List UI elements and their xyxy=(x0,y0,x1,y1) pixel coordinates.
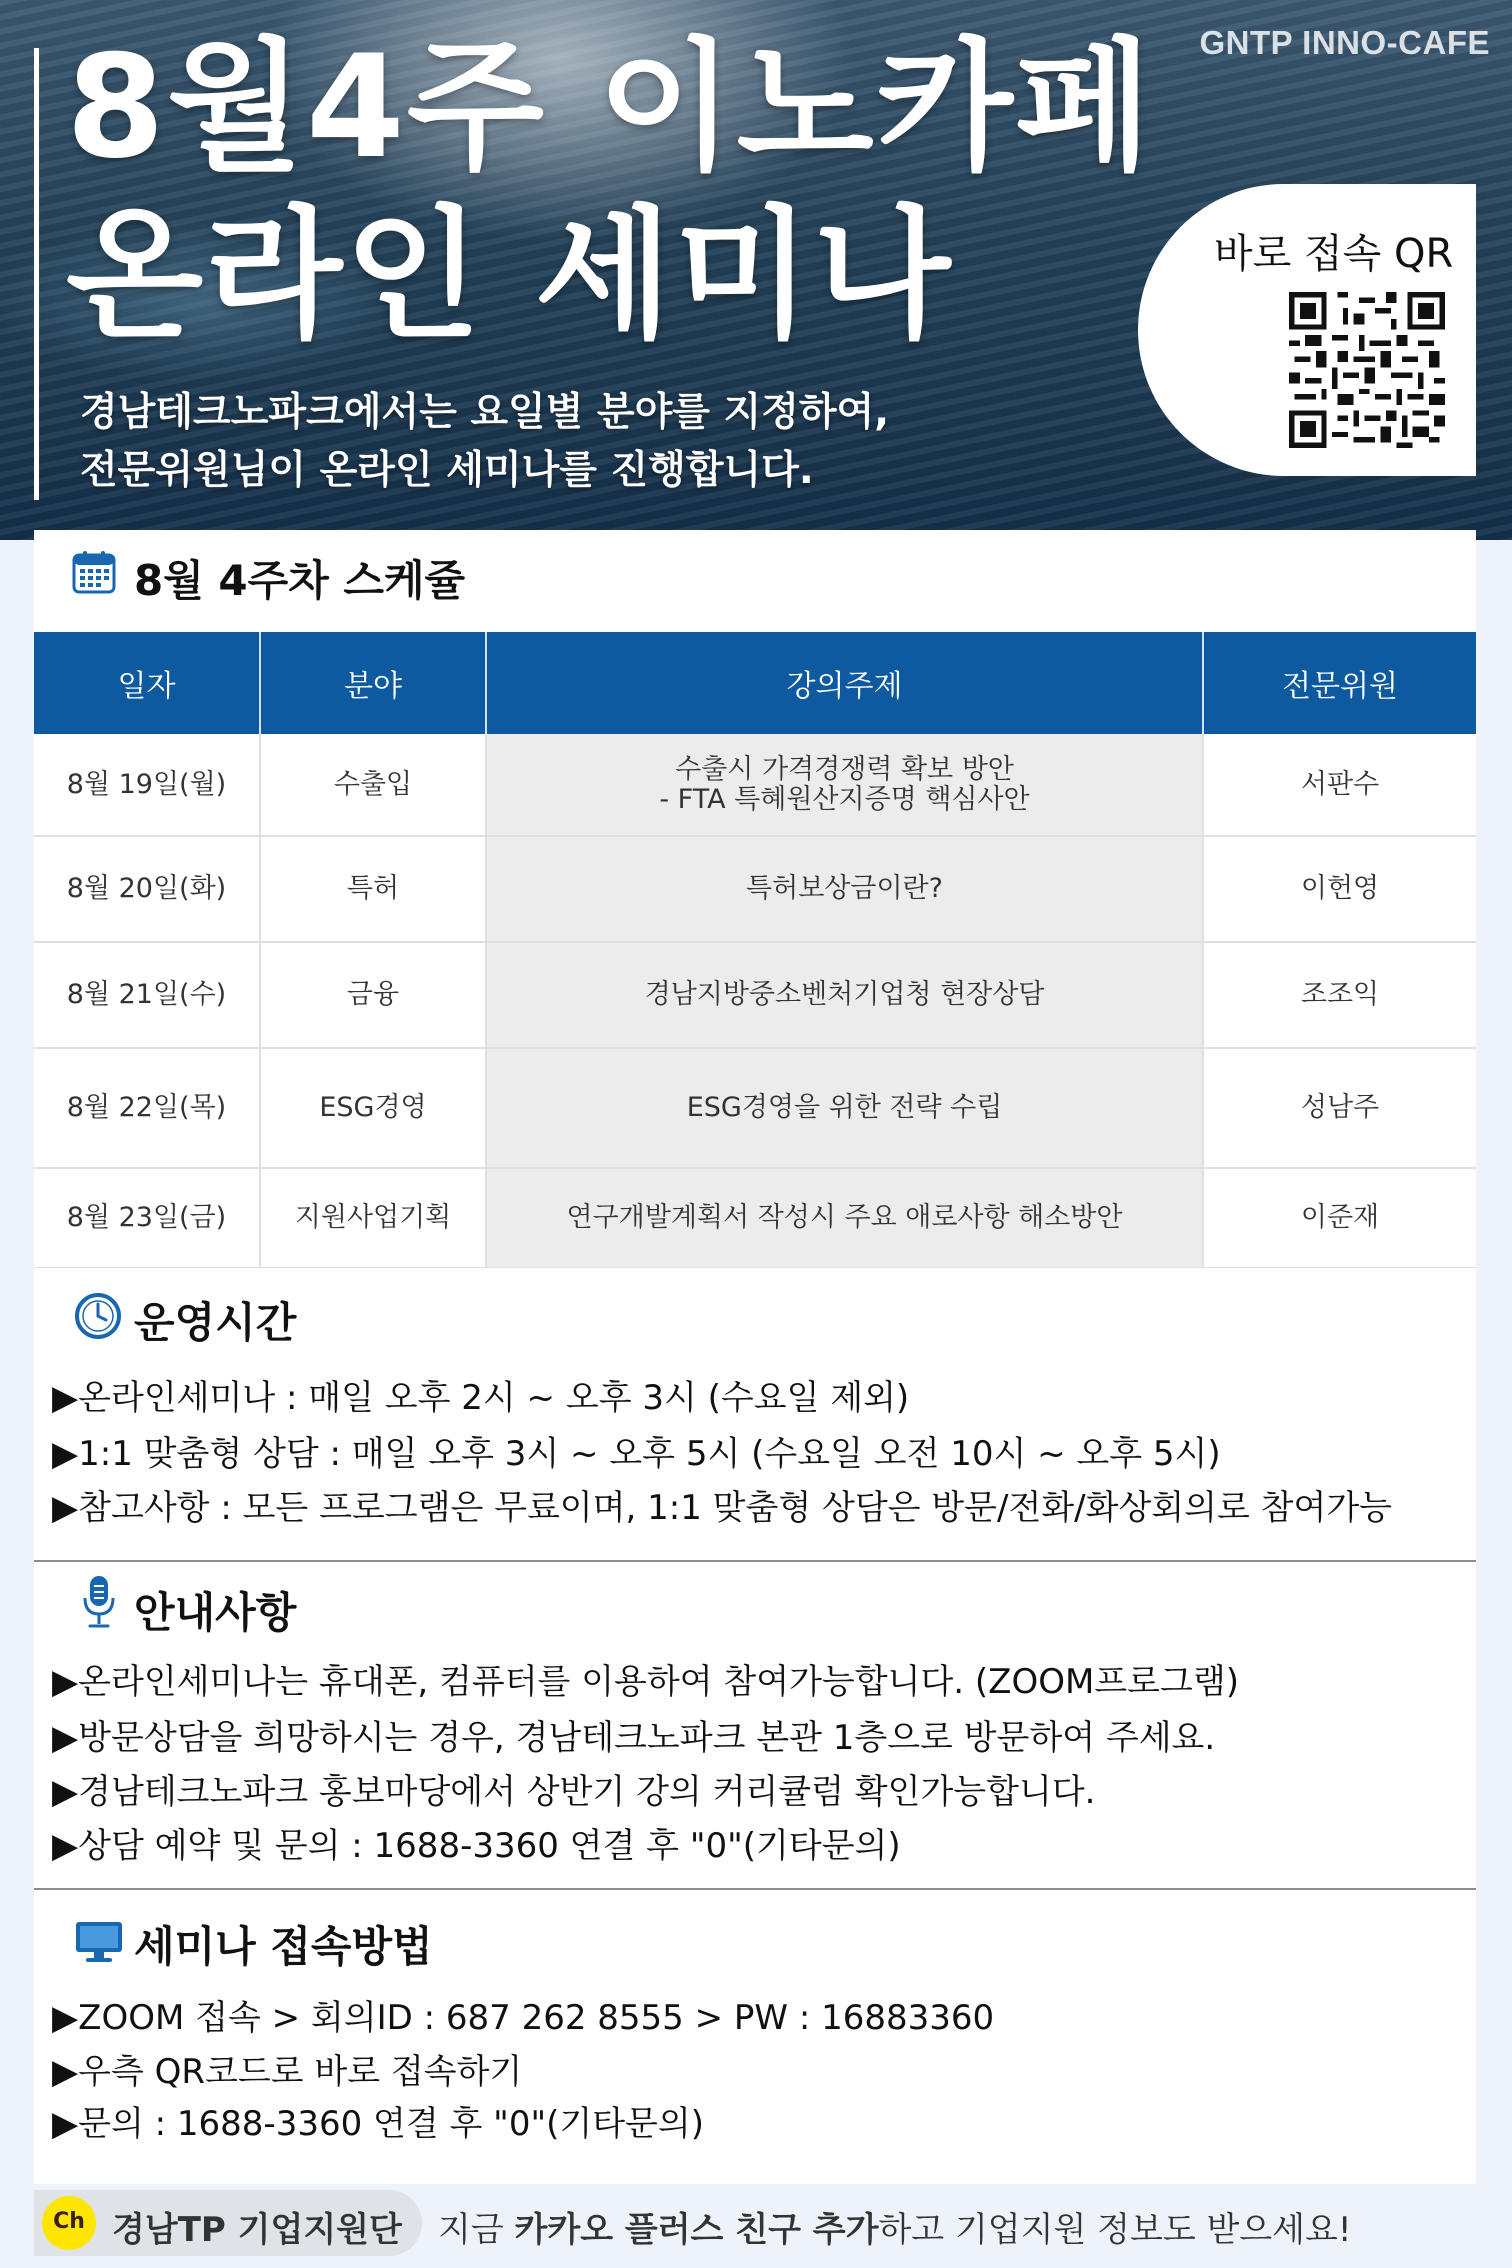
cell-date: 8월 20일(화) xyxy=(34,836,260,942)
hero-banner xyxy=(0,0,1512,540)
cell-expert: 서판수 xyxy=(1203,734,1476,836)
cell-topic: 연구개발계획서 작성시 주요 애로사항 해소방안 xyxy=(486,1168,1203,1268)
notice-line-3: ▶경남테크노파크 홍보마당에서 상반기 강의 커리큘럼 확인가능합니다. xyxy=(52,1772,1096,1812)
cell-topic: 경남지방중소벤처기업청 현장상담 xyxy=(486,942,1203,1048)
cell-date: 8월 19일(월) xyxy=(34,734,260,836)
schedule-panel xyxy=(34,530,1476,1268)
schedule-table xyxy=(34,632,1476,1269)
footer-msg-bold: 카카오 플러스 친구 추가 xyxy=(514,2210,879,2250)
clock-icon xyxy=(74,1292,122,1340)
cell-date: 8월 23일(금) xyxy=(34,1168,260,1268)
hours-line-2: ▶1:1 맞춤형 상담 : 매일 오후 3시 ~ 오후 5시 (수요일 오전 10시 ~ 오후 5시) xyxy=(52,1434,1221,1474)
schedule-title: 8월 4주차 스케쥴 xyxy=(134,556,466,605)
qr-label: 바로 접속 QR xyxy=(1214,231,1454,277)
qr-code[interactable] xyxy=(1288,292,1446,448)
monitor-icon xyxy=(74,1920,124,1964)
access-line-3: ▶문의 : 1688-3360 연결 후 "0"(기타문의) xyxy=(52,2104,704,2144)
cell-field: ESG경영 xyxy=(260,1048,486,1168)
calendar-icon xyxy=(72,550,116,594)
info-panel xyxy=(34,1268,1476,2184)
cell-expert: 조조익 xyxy=(1203,942,1476,1048)
hours-line-3: ▶참고사항 : 모든 프로그램은 무료이며, 1:1 맞춤형 상담은 방문/전화/화상회의로 참여가능 xyxy=(52,1488,1393,1528)
access-line-2: ▶우측 QR코드로 바로 접속하기 xyxy=(52,2052,523,2092)
cell-field: 수출입 xyxy=(260,734,486,836)
notice-title: 안내사항 xyxy=(134,1588,297,1637)
table-header-row xyxy=(34,632,1476,734)
table-row xyxy=(34,1048,1476,1168)
notice-line-1: ▶온라인세미나는 휴대폰, 컴퓨터를 이용하여 참여가능합니다. (ZOOM프로그램) xyxy=(52,1662,1239,1702)
cell-expert: 이준재 xyxy=(1203,1168,1476,1268)
notice-line-4: ▶상담 예약 및 문의 : 1688-3360 연결 후 "0"(기타문의) xyxy=(52,1826,901,1866)
cell-topic: 특허보상금이란? xyxy=(486,836,1203,942)
column-header-field: 분야 xyxy=(260,632,486,734)
topic-line-2: - FTA 특혜원산지증명 핵심사안 xyxy=(659,783,1030,815)
kakao-badge-label: Ch xyxy=(53,2209,85,2234)
column-header-expert: 전문위원 xyxy=(1203,632,1476,734)
cell-topic: ESG경영을 위한 전략 수립 xyxy=(486,1048,1203,1168)
column-header-topic: 강의주제 xyxy=(486,632,1203,734)
cell-field: 금융 xyxy=(260,942,486,1048)
table-row xyxy=(34,942,1476,1048)
footer-msg-prefix: 지금 xyxy=(438,2210,515,2250)
page-title xyxy=(66,24,1154,360)
brand-label: GNTP INNO-CAFE xyxy=(1199,24,1490,61)
access-line-1[interactable]: ▶ZOOM 접속 > 회의ID : 687 262 8555 > PW : 16883360 xyxy=(52,1998,995,2038)
kakao-channel-icon[interactable] xyxy=(42,2196,96,2250)
footer-msg-suffix: 하고 기업지원 정보도 받으세요! xyxy=(878,2210,1352,2250)
section-divider xyxy=(34,1560,1476,1562)
table-row xyxy=(34,734,1476,836)
subtitle-line-1: 경남테크노파크에서는 요일별 분야를 지정하여, xyxy=(80,390,890,435)
cell-expert: 이헌영 xyxy=(1203,836,1476,942)
title-line-1: 8월4주 이노카페 xyxy=(66,25,1155,190)
title-line-2: 온라인 세미나 xyxy=(66,193,953,358)
table-row xyxy=(34,836,1476,942)
page-subtitle xyxy=(80,384,889,500)
footer-message xyxy=(438,2202,1351,2251)
cell-topic xyxy=(486,734,1203,836)
cell-date: 8월 21일(수) xyxy=(34,942,260,1048)
hours-title: 운영시간 xyxy=(134,1298,297,1347)
cell-date: 8월 22일(목) xyxy=(34,1048,260,1168)
subtitle-line-2: 전문위원님이 온라인 세미나를 진행합니다. xyxy=(80,448,814,493)
access-title: 세미나 접속방법 xyxy=(134,1922,433,1971)
section-divider xyxy=(34,1888,1476,1890)
cell-expert: 성남주 xyxy=(1203,1048,1476,1168)
microphone-icon xyxy=(82,1574,116,1630)
topic-line-1: 수출시 가격경쟁력 확보 방안 xyxy=(675,753,1014,785)
cell-field: 지원사업기획 xyxy=(260,1168,486,1268)
footer-org-name: 경남TP 기업지원단 xyxy=(112,2210,402,2250)
hero-accent-bar xyxy=(34,48,39,500)
notice-line-2: ▶방문상담을 희망하시는 경우, 경남테크노파크 본관 1층으로 방문하여 주세요. xyxy=(52,1718,1216,1758)
column-header-date: 일자 xyxy=(34,632,260,734)
hours-line-1: ▶온라인세미나 : 매일 오후 2시 ~ 오후 3시 (수요일 제외) xyxy=(52,1378,910,1418)
table-row xyxy=(34,1168,1476,1268)
cell-field: 특허 xyxy=(260,836,486,942)
